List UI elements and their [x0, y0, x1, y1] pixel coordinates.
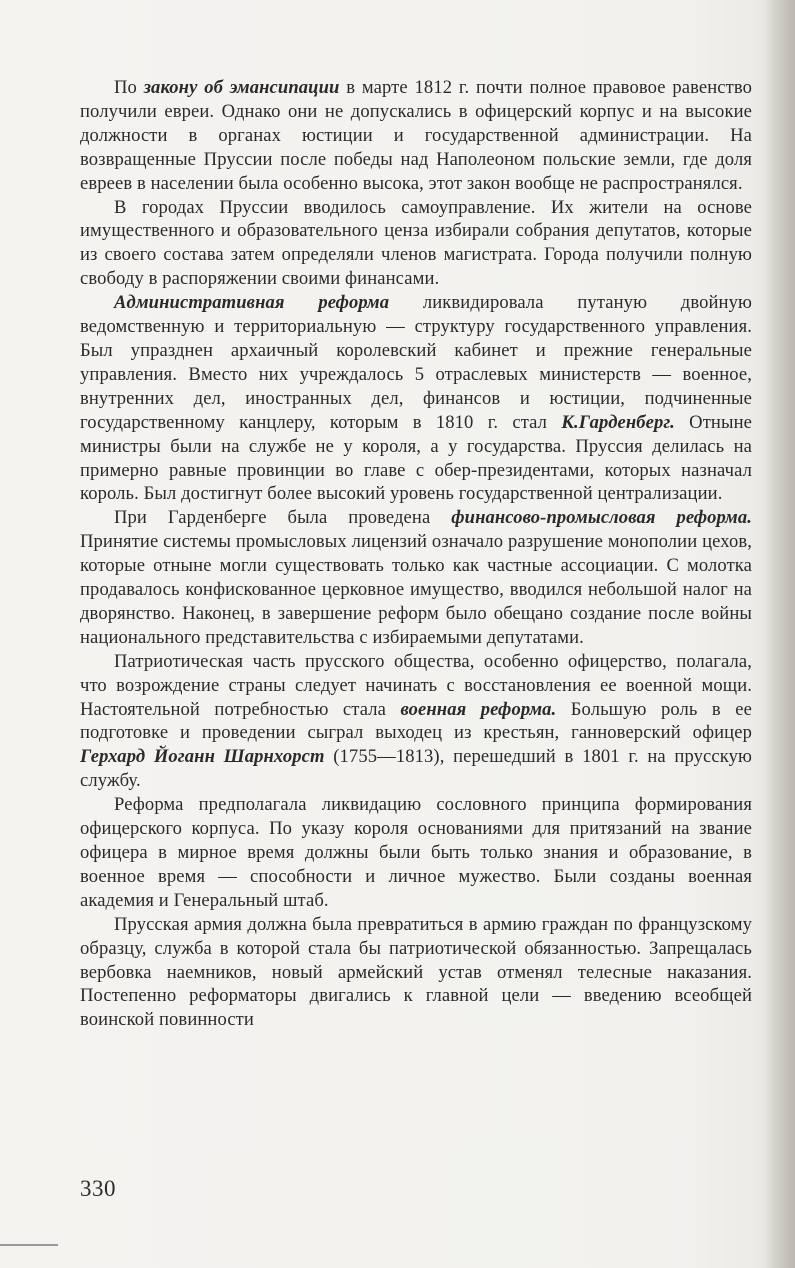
- text-run: Прусская армия должна была превратиться в армию граждан по французскому образцу, служба в которой стала бы патриотической обязанностью. Запрещалась вербовка наемников, новый армейский устав отменял телесные наказания. Постепенно реформаторы двигались к главной цели — введению всеобщей воинской повинности: [80, 913, 752, 1031]
- paragraph: [80, 76, 752, 196]
- scan-edge-mark: [0, 1244, 58, 1246]
- text-run: ликвидировала путаную двойную ведомственную и территориальную — структуру государственного управления. Был упразднен архаичный королевский кабинет и прежние генеральные управления. Вместо них учреждалось 5 отраслевых министерств — военное, внутренних дел, иностранных дел, финансов и юстиции, подчиненные государственному канцлеру, которым в 1810 г. стал: [80, 292, 752, 433]
- emphasized-term: Административная реформа: [114, 292, 390, 314]
- paragraph: [80, 650, 752, 793]
- paragraph: [80, 506, 752, 649]
- emphasized-term: Герхард Йоганн Шарнхорст: [80, 746, 325, 768]
- paragraph: [80, 196, 752, 292]
- emphasized-term: финансово-промысловая реформа.: [451, 507, 752, 529]
- text-run: Патриотическая часть прусского общества, особенно офицерство, полагала, что возрождение страны следует начинать с восстановления ее военной мощи. Настоятельной потребностью стала: [80, 650, 752, 720]
- text-run: (1755—1813), перешедший в 1801 г. на прусскую службу.: [80, 746, 752, 792]
- emphasized-term: военная реформа.: [400, 698, 557, 720]
- text-run: При Гарденберге была проведена: [114, 507, 452, 529]
- paragraph: [80, 793, 752, 913]
- book-spine-shadow: [765, 0, 795, 1268]
- text-run: Отныне министры были на службе не у короля, а у государства. Пруссия делилась на примерно равные провинции во главе с обер-президентами, которых назначал король. Был достигнут более высокий уровень государственной централизации.: [80, 411, 752, 505]
- text-run: Принятие системы промысловых лицензий означало разрушение монополии цехов, которые отныне могли существовать только как частные ассоциации. С молотка продавалось конфискованное церковное имущество, вводился небольшой налог на дворянство. Наконец, в завершение реформ было обещано создание после войны национального представительства с избираемыми депутатами.: [80, 531, 752, 648]
- paragraph: [80, 291, 752, 506]
- text-run: Большую роль в ее подготовке и проведении сыграл выходец из крестьян, ганноверский офицер: [80, 698, 752, 744]
- emphasized-term: закону об эмансипации: [143, 77, 340, 98]
- emphasized-term: К.Гарденберг.: [561, 411, 675, 433]
- text-run: в марте 1812 г. почти полное правовое равенство получили евреи. Однако они не допускались в офицерский корпус и на высокие должности в органах юстиции и государственной администрации. На возвращенные Пруссии после победы над Наполеоном польские земли, где доля евреев в населении была особенно высока, этот закон вообще не распространялся.: [80, 77, 752, 194]
- text-run: По: [114, 77, 144, 98]
- paragraph: [80, 913, 752, 1033]
- text-run: Реформа предполагала ликвидацию сословного принципа формирования офицерского корпуса. По указу короля основаниями для притязаний на звание офицера в мирное время должны были быть только знания и образование, в военное время — способности и личное мужество. Были созданы военная академия и Генеральный штаб.: [80, 794, 752, 911]
- page-number: 330: [80, 1176, 116, 1201]
- text-run: В городах Пруссии вводилось самоуправление. Их жители на основе имущественного и образовательного ценза избирали собрания депутатов, которые из своего состава затем определяли членов магистрата. Города получили полную свободу в распоряжении своими финансами.: [80, 196, 752, 290]
- page-text: [80, 76, 752, 1032]
